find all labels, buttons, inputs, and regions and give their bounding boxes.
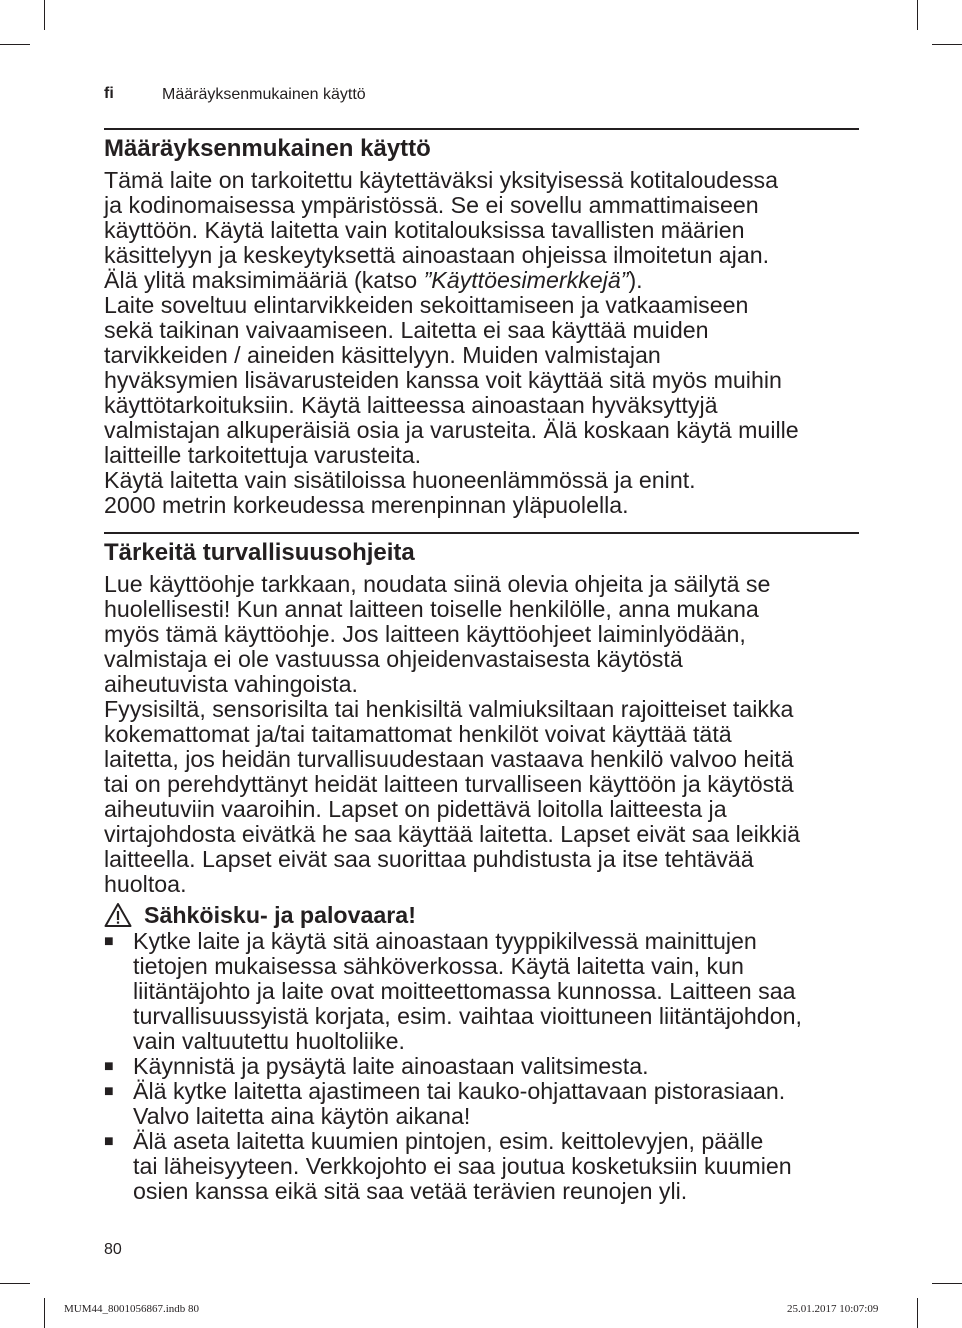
list-item-line: tietojen mukaisessa sähköverkossa. Käytä laitetta vain, kun [133, 953, 744, 979]
crop-mark-top-right-v [917, 0, 918, 30]
paragraph-line: virtajohdosta eivätkä he saa käyttää laitetta. Lapset eivät saa leikkiä [104, 821, 801, 847]
paragraph-line: myös tämä käyttöohje. Jos laitteen käyttöohjeet laiminlyödään, [104, 621, 746, 647]
warning-triangle-icon [104, 902, 132, 928]
paragraph-line: laitteella. Lapset eivät saa suorittaa puhdistusta ja itse tehtävää [104, 846, 754, 872]
square-bullet-icon: ■ [104, 1058, 114, 1075]
warning-heading [104, 902, 416, 928]
list-item-line: osien kanssa eikä sitä saa vetää terävien reunojen yli. [133, 1178, 688, 1204]
max-quantity-suffix: ). [628, 267, 643, 293]
crop-mark-bottom-right-h [932, 1283, 962, 1284]
section-heading: Määräyksenmukainen käyttö [104, 135, 431, 162]
square-bullet-icon: ■ [104, 933, 114, 950]
paragraph-line: ja kodinomaisessa ympäristössä. Se ei sovellu ammattimaiseen [104, 192, 759, 218]
list-item-line: Älä kytke laitetta ajastimeen tai kauko-ohjattavaan pistorasiaan. [133, 1078, 786, 1104]
crop-mark-bottom-right-v [917, 1298, 918, 1328]
paragraph-line: huoltoa. [104, 871, 187, 897]
crop-mark-bottom-left-v [44, 1298, 45, 1328]
paragraph-line: Tämä laite on tarkoitettu käytettäväksi yksityisessä kotitaloudessa [104, 167, 779, 193]
list-item-line: liitäntäjohto ja laite ovat moitteettomassa kunnossa. Laitteen saa [133, 978, 796, 1004]
paragraph-line: Laite soveltuu elintarvikkeiden sekoittamiseen ja vatkaamiseen [104, 292, 749, 318]
paragraph-line: 2000 metrin korkeudessa merenpinnan yläpuolella. [104, 492, 629, 518]
section-heading: Tärkeitä turvallisuusohjeita [104, 539, 415, 566]
crop-mark-top-left-h [0, 44, 30, 45]
paragraph-line: valmistaja ei ole vastuussa ohjeidenvastaisesta käytöstä [104, 646, 683, 672]
crop-mark-bottom-left-h [0, 1283, 30, 1284]
paragraph-line: aiheutuvista vahingoista. [104, 671, 358, 697]
list-item-line: tai läheisyyteen. Verkkojohto ei saa joutua kosketuksiin kuumien [133, 1153, 792, 1179]
paragraph-line: aiheutuviin vaaroihin. Lapset on pidettävä loitolla laitteesta ja [104, 796, 727, 822]
paragraph-line: Käytä laitetta vain sisätiloissa huoneenlämmössä ja enint. [104, 467, 696, 493]
section-rule [104, 128, 859, 130]
list-item [104, 929, 864, 1054]
section-rule [104, 532, 859, 534]
paragraph-line: käsittelyyn ja keskeytyksettä ainoastaan ohjeissa ilmoitetun ajan. [104, 242, 770, 268]
list-item-line: turvallisuussyistä korjata, esim. vaihtaa vioittuneen liitäntäjohdon, [133, 1003, 802, 1029]
paragraph-line: kokemattomat ja/tai taitamattomat henkilöt voivat käyttää tätä [104, 721, 732, 747]
paragraph-line: käyttötarkoituksiin. Käytä laitteessa ainoastaan hyväksyttyjä [104, 392, 718, 418]
paragraph-line: huolellisesti! Kun annat laitteen toiselle henkilölle, anna mukana [104, 596, 759, 622]
list-item-line: Kytke laite ja käytä sitä ainoastaan tyyppikilvessä mainittujen [133, 928, 757, 954]
square-bullet-icon: ■ [104, 1133, 114, 1150]
paragraph-line: käyttöön. Käytä laitetta vain kotitalouksissa tavallisten määrien [104, 217, 745, 243]
list-item-line: Valvo laitetta aina käytön aikana! [133, 1103, 471, 1129]
paragraph-line: laitetta, jos heidän turvallisuudestaan vastaava henkilö valvoo heitä [104, 746, 794, 772]
safety-bullet-list [104, 929, 864, 1204]
list-item-line: Käynnistä ja pysäytä laite ainoastaan valitsimesta. [133, 1053, 649, 1079]
paragraph-line: valmistajan alkuperäisiä osia ja varusteita. Älä koskaan käytä muille [104, 417, 799, 443]
paragraph-line: Fyysisiltä, sensorisilta tai henkisiltä valmiuksiltaan rajoitteiset taikka [104, 696, 794, 722]
paragraph-line: laitteille tarkoitettuja varusteita. [104, 442, 422, 468]
cross-reference-link[interactable]: ”Käyttöesimerkkejä” [423, 267, 629, 293]
running-header-title: Määräyksenmukainen käyttö [162, 86, 366, 103]
paragraph-line: sekä taikinan vaivaamiseen. Laitetta ei saa käyttää muiden [104, 317, 709, 343]
paragraph-line [104, 268, 864, 293]
paragraph-line: tai on perehdyttänyt heidät laitteen turvalliseen käyttöön ja käytöstä [104, 771, 794, 797]
list-item [104, 1129, 864, 1204]
list-item-line: vain valtuutettu huoltoliike. [133, 1028, 405, 1054]
list-item [104, 1054, 864, 1079]
crop-mark-top-right-h [932, 44, 962, 45]
language-code: fi [104, 85, 114, 102]
max-quantity-text: Älä ylitä maksimimääriä (katso [104, 267, 424, 293]
print-slug-file: MUM44_8001056867.indb 80 [64, 1303, 200, 1315]
page-number: 80 [104, 1241, 122, 1258]
list-item [104, 1079, 864, 1129]
crop-mark-top-left-v [44, 0, 45, 30]
paragraph-line: tarvikkeiden / aineiden käsittelyyn. Muiden valmistajan [104, 342, 661, 368]
paragraph-line: Lue käyttöohje tarkkaan, noudata siinä olevia ohjeita ja säilytä se [104, 571, 771, 597]
square-bullet-icon: ■ [104, 1083, 114, 1100]
section-body [104, 572, 864, 897]
warning-title: Sähköisku- ja palovaara! [144, 902, 416, 928]
list-item-line: Älä aseta laitetta kuumien pintojen, esim. keittolevyjen, päälle [133, 1128, 764, 1154]
section-body [104, 168, 864, 518]
paragraph-line: hyväksymien lisävarusteiden kanssa voit käyttää sitä myös muihin [104, 367, 782, 393]
print-slug-date: 25.01.2017 10:07:09 [787, 1303, 879, 1315]
